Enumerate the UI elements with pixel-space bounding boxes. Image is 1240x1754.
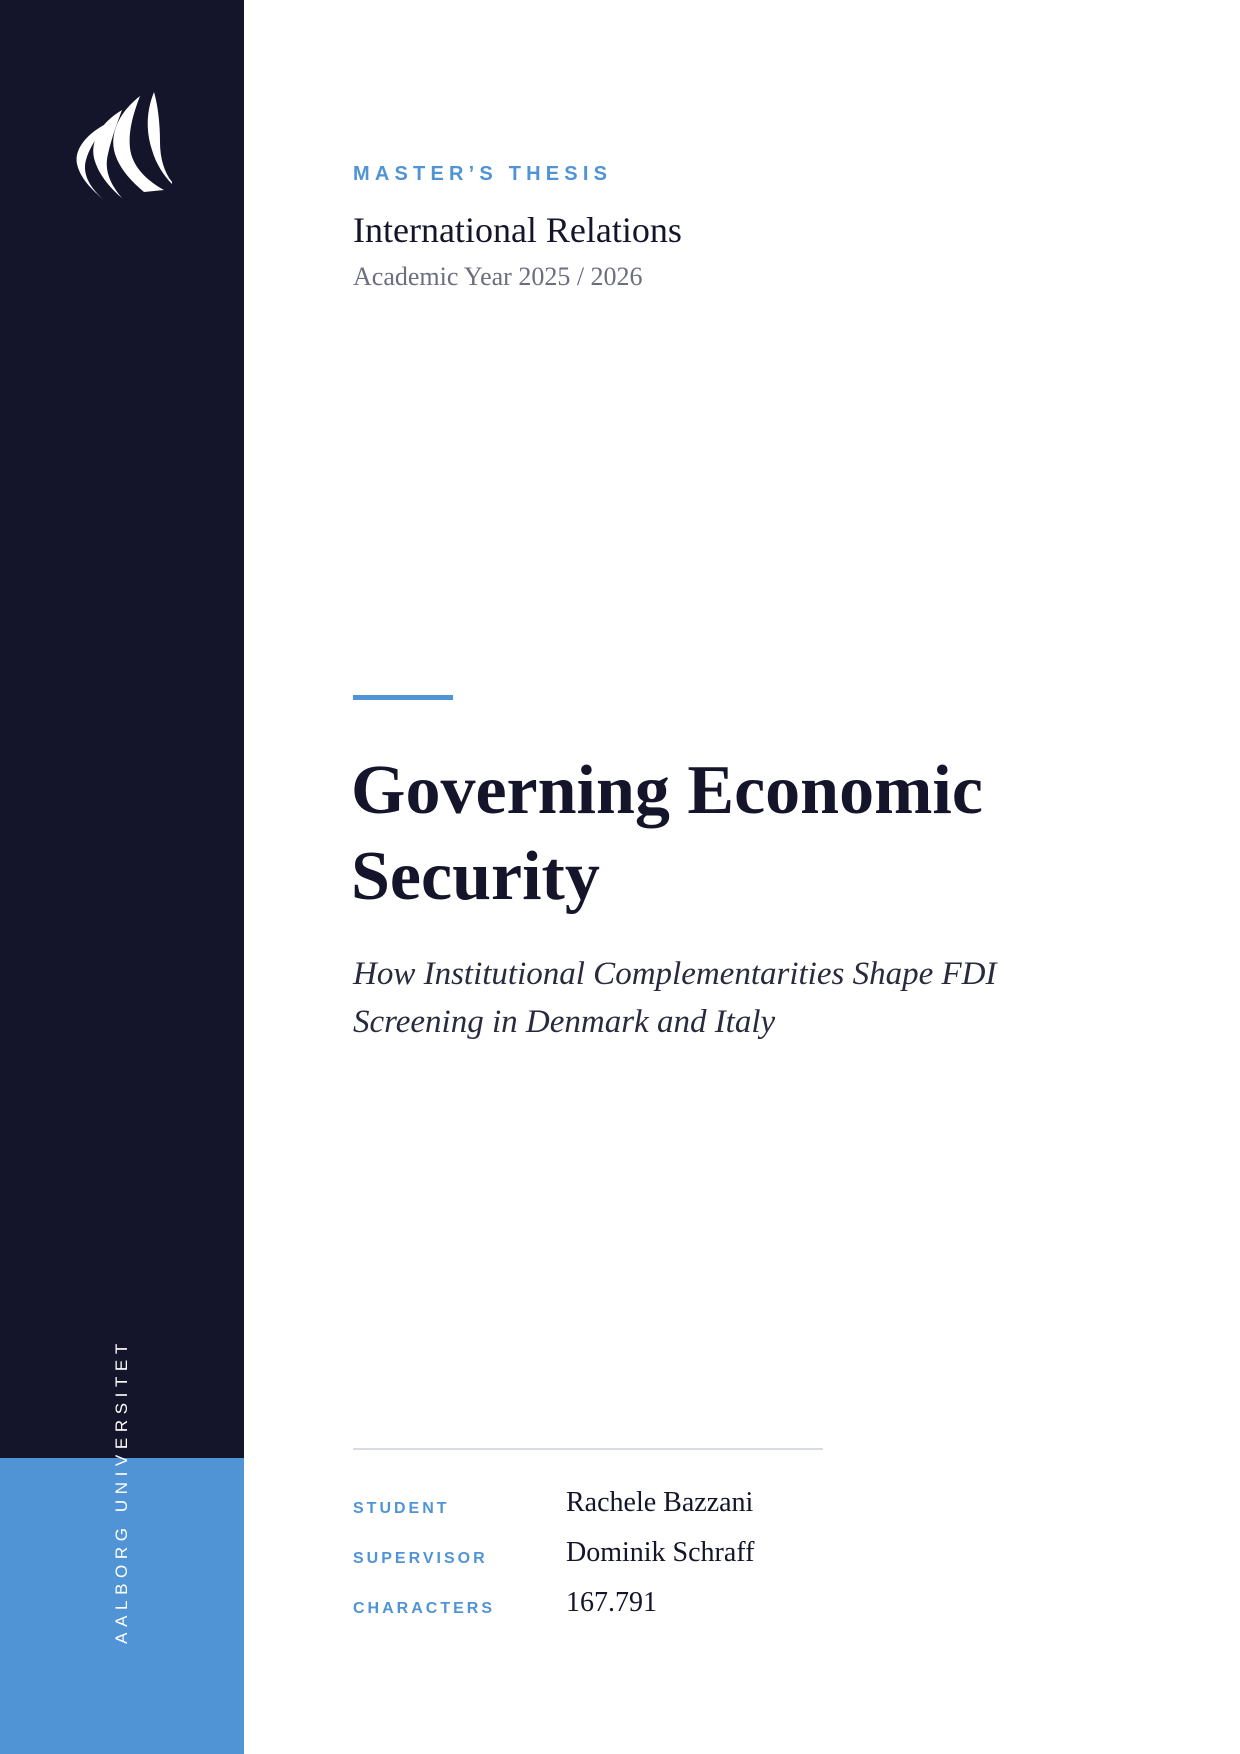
thesis-subtitle-line-2: Screening in Denmark and Italy bbox=[353, 1004, 776, 1040]
thesis-subtitle-line-1: How Institutional Complementarities Shape FDI bbox=[353, 956, 997, 992]
supervisor-label: SUPERVISOR bbox=[353, 1550, 488, 1567]
characters-count: 167.791 bbox=[566, 1587, 657, 1618]
title-accent-rule bbox=[353, 695, 453, 700]
thesis-subtitle bbox=[353, 950, 1153, 1046]
student-label: STUDENT bbox=[353, 1500, 450, 1517]
details-divider bbox=[353, 1448, 823, 1450]
thesis-title bbox=[351, 748, 1171, 920]
characters-label: CHARACTERS bbox=[353, 1600, 495, 1617]
university-name: AALBORG UNIVERSITET bbox=[112, 1338, 131, 1644]
thesis-title-line-2: Security bbox=[351, 838, 600, 915]
student-name: Rachele Bazzani bbox=[566, 1487, 754, 1518]
document-type-label: MASTER’S THESIS bbox=[353, 163, 613, 185]
thesis-title-line-1: Governing Economic bbox=[351, 752, 983, 829]
academic-year: Academic Year 2025 / 2026 bbox=[353, 262, 643, 291]
supervisor-name: Dominik Schraff bbox=[566, 1537, 755, 1568]
program-name: International Relations bbox=[353, 210, 682, 250]
university-logo-icon bbox=[68, 92, 172, 200]
sidebar bbox=[0, 0, 244, 1754]
